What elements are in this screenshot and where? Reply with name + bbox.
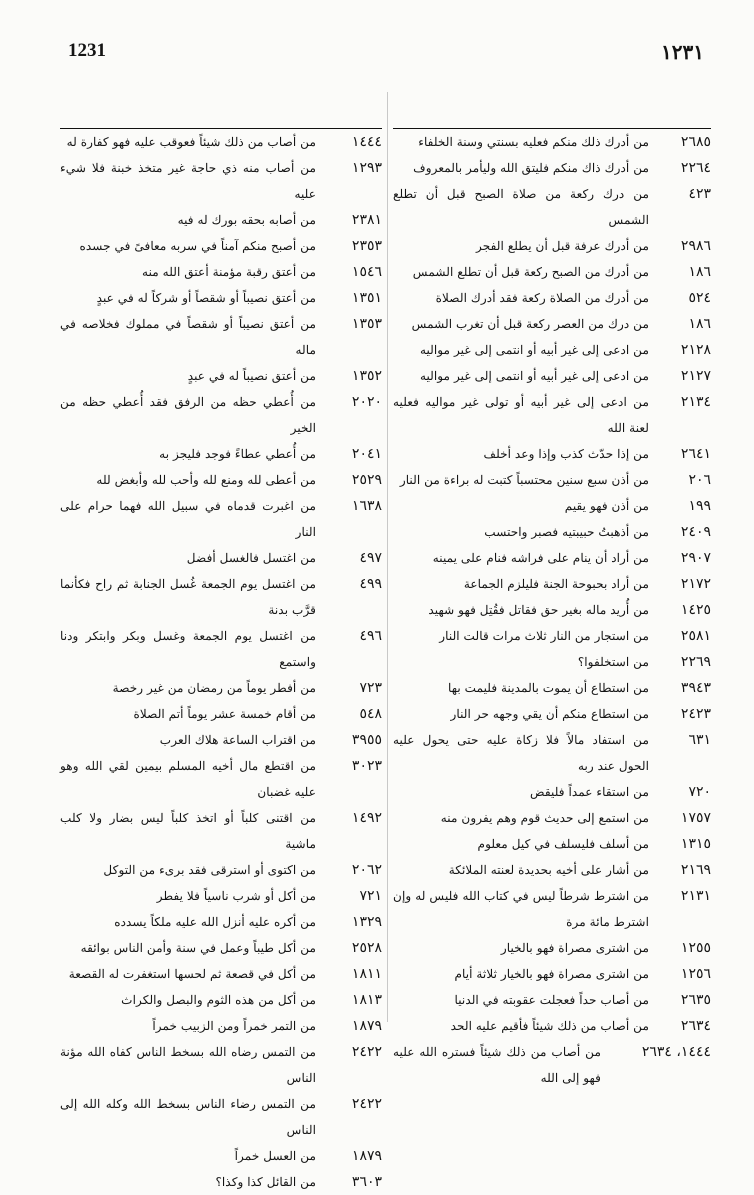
hadith-incipit: من درك من العصر ركعة قبل أن تغرب الشمس <box>411 317 649 331</box>
hadith-number: ١٢٩٣ <box>351 160 382 176</box>
hadith-number: ٢٥٨١ <box>680 628 711 644</box>
hadith-number: ٧٢٣ <box>359 680 382 696</box>
hadith-incipit: من أقام خمسة عشر يوماً أتم الصلاة <box>133 707 316 721</box>
hadith-incipit: من العسل خمراً <box>234 1149 316 1163</box>
hadith-number: ٣٦٠٣ <box>351 1174 382 1190</box>
hadith-number: ٢١٣١ <box>680 888 711 904</box>
index-entry <box>393 389 711 441</box>
index-entry <box>393 831 711 857</box>
hadith-number: ٤٩٦ <box>359 628 382 644</box>
hadith-number: ٢٤٠٩ <box>680 524 711 540</box>
hadith-incipit: من اغبرت قدماه في سبيل الله فهما حرام على النار <box>60 499 316 539</box>
hadith-incipit: من أصاب من ذلك شيئاً فستره الله عليه فهو إلى الله <box>393 1045 601 1085</box>
hadith-incipit: من أفطر يوماً من رمضان من غير رخصة <box>112 681 316 695</box>
hadith-number: ٢١٦٩ <box>680 862 711 878</box>
hadith-incipit: من أعتق نصيباً أو شقصاً في مملوك فخلاصه في ماله <box>60 317 316 357</box>
hadith-number: ١٨١٣ <box>351 992 382 1008</box>
hadith-incipit: من أصاب منه ذي حاجة غير متخذ خبنة فلا شيء عليه <box>60 161 316 201</box>
hadith-incipit: من استطاع أن يموت بالمدينة فليمت بها <box>448 681 649 695</box>
hadith-incipit: من أراد أن ينام على فراشه فنام على يمينه <box>432 551 649 565</box>
hadith-incipit: من أسلف فليسلف في كيل معلوم <box>477 837 649 851</box>
hadith-incipit: من أُعطي عطاءً فوجد فليجز به <box>159 447 316 461</box>
hadith-number: ١٣٢٩ <box>351 914 382 930</box>
hadith-number: ٤٩٧ <box>359 550 382 566</box>
page-number-latin: 1231 <box>68 40 106 61</box>
hadith-incipit: من أصاب من ذلك شيئاً فأقيم عليه الحد <box>450 1019 649 1033</box>
hadith-number: ١٢٥٦ <box>680 966 711 982</box>
index-entry <box>60 623 382 675</box>
hadith-incipit: من أشار على أخيه بحديدة لعنته الملائكة <box>448 863 649 877</box>
hadith-incipit: من القائل كذا وكذا؟ <box>215 1175 316 1189</box>
index-entry <box>60 1169 382 1195</box>
hadith-number: ٢٦٣٥ <box>680 992 711 1008</box>
index-entry <box>393 467 711 493</box>
index-entry <box>393 155 711 181</box>
hadith-number: ٢٤٢٣ <box>680 706 711 722</box>
index-entry <box>393 493 711 519</box>
hadith-number: ٢١٢٨ <box>680 342 711 358</box>
hadith-incipit: من أعتق نصيباً أو شقصاً أو شركاً له في عبدٍ <box>96 291 316 305</box>
hadith-number: ٥٢٤ <box>688 290 711 306</box>
index-entry <box>393 571 711 597</box>
index-entry <box>60 675 382 701</box>
hadith-number: ٢٦٨٥ <box>680 134 711 150</box>
index-entry <box>60 701 382 727</box>
hadith-number: ١٣١٥ <box>680 836 711 852</box>
hadith-number: ٢٠٤١ <box>351 446 382 462</box>
hadith-number: ١٣٥٣ <box>351 316 382 332</box>
index-entry <box>60 857 382 883</box>
hadith-incipit: من أصاب من ذلك شيئاً فعوقب عليه فهو كفارة له <box>66 135 316 149</box>
hadith-number: ١٨٦ <box>688 316 711 332</box>
index-entry <box>60 233 382 259</box>
hadith-number: ٣٩٤٣ <box>680 680 711 696</box>
hadith-number: ١٤٢٥ <box>680 602 711 618</box>
hadith-incipit: من استقاء عمداً فليقض <box>529 785 649 799</box>
hadith-number: ١٤٤٤ <box>351 134 382 150</box>
index-entry <box>393 259 711 285</box>
hadith-incipit: من أصبح منكم آمناً في سربه معافىً في جسده <box>79 239 316 253</box>
index-entry <box>60 935 382 961</box>
hadith-incipit: من التمس رضاه الله بسخط الناس كفاه الله مؤنة الناس <box>60 1045 316 1085</box>
index-entry <box>60 987 382 1013</box>
index-entry <box>60 909 382 935</box>
index-entry <box>60 1143 382 1169</box>
hadith-incipit: من اشترط شرطاً ليس في كتاب الله فليس له وإن اشترط مائة مرة <box>393 889 649 929</box>
index-entry <box>393 1039 711 1091</box>
hadith-incipit: من أذهبتُ حبيبتيه فصبر واحتسب <box>484 525 649 539</box>
index-entry <box>393 935 711 961</box>
index-entry <box>393 727 711 779</box>
hadith-number: ٢١٣٤ <box>680 394 711 410</box>
index-entry <box>393 961 711 987</box>
hadith-number: ٤٩٩ <box>359 576 382 592</box>
index-entry <box>393 363 711 389</box>
hadith-incipit: من استفاد مالاً فلا زكاة عليه حتى يحول عليه الحول عند ربه <box>393 733 649 773</box>
index-entry <box>60 129 382 155</box>
hadith-incipit: من التمر خمراً ومن الزبيب خمراً <box>152 1019 316 1033</box>
index-entry <box>393 519 711 545</box>
index-entry <box>393 701 711 727</box>
hadith-incipit: من استمع إلى حديث قوم وهم يفرون منه <box>440 811 649 825</box>
index-entry <box>393 883 711 935</box>
hadith-incipit: من أكل طيباً وعمل في سنة وأمن الناس بوائقه <box>80 941 316 955</box>
hadith-number: ١٩٩ <box>688 498 711 514</box>
hadith-number: ١٨٧٩ <box>351 1018 382 1034</box>
hadith-number: ١٣٥٢ <box>351 368 382 384</box>
index-entry <box>393 649 711 675</box>
hadith-number: ٢٣٨١ <box>351 212 382 228</box>
hadith-number: ٥٤٨ <box>359 706 382 722</box>
index-entry <box>60 571 382 623</box>
hadith-incipit: من اقتراب الساعة هلاك العرب <box>159 733 316 747</box>
hadith-number: ١٨١١ <box>351 966 382 982</box>
index-entry <box>393 129 711 155</box>
index-entry <box>393 311 711 337</box>
hadith-number: ٢٦٣٤ <box>680 1018 711 1034</box>
hadith-number: ٢٠٦٢ <box>351 862 382 878</box>
hadith-number: ٢١٧٢ <box>680 576 711 592</box>
hadith-number: ١٤٩٢ <box>351 810 382 826</box>
index-column-right <box>393 128 711 1091</box>
hadith-incipit: من أذن فهو يقيم <box>564 499 649 513</box>
index-entry <box>393 857 711 883</box>
hadith-incipit: من أدرك من الصلاة ركعة فقد أدرك الصلاة <box>435 291 649 305</box>
index-entry <box>393 285 711 311</box>
hadith-number: ١٣٥١ <box>351 290 382 306</box>
index-entry <box>60 1091 382 1143</box>
hadith-number: ١٦٣٨ <box>351 498 382 514</box>
hadith-incipit: من أراد بحبوحة الجنة فليلزم الجماعة <box>463 577 649 591</box>
hadith-number: ٧٢١ <box>359 888 382 904</box>
hadith-incipit: من اغتسل يوم الجمعة وغسل وبكر وابتكر ودنا واستمع <box>60 629 316 669</box>
index-entry <box>393 675 711 701</box>
hadith-incipit: من ادعى إلى غير أبيه أو انتمى إلى غير مواليه <box>419 369 649 383</box>
hadith-incipit: من اغتسل فالغسل أفضل <box>186 551 316 565</box>
index-entry <box>393 545 711 571</box>
hadith-incipit: من أعتق نصيباً له في عبدٍ <box>187 369 316 383</box>
hadith-number: ٢٣٥٣ <box>351 238 382 254</box>
index-entry <box>60 493 382 545</box>
hadith-incipit: من أصاب حداً فعجلت عقوبته في الدنيا <box>454 993 649 1007</box>
index-entry <box>393 233 711 259</box>
index-entry <box>393 597 711 623</box>
hadith-incipit: من أكل من هذه الثوم والبصل والكراث <box>121 993 316 1007</box>
index-entry <box>393 181 711 233</box>
index-entry <box>60 155 382 207</box>
hadith-incipit: من أدرك ذلك منكم فعليه بسنتي وسنة الخلفاء <box>418 135 649 149</box>
hadith-number: ١٨٦ <box>688 264 711 280</box>
hadith-number: ٢٥٢٩ <box>351 472 382 488</box>
hadith-incipit: من درك ركعة من صلاة الصبح قبل أن تطلع الشمس <box>393 187 649 227</box>
hadith-incipit: من ادعى إلى غير أبيه أو تولى غير مواليه فعليه لعنة الله <box>393 395 649 435</box>
hadith-number: ١٧٥٧ <box>680 810 711 826</box>
index-entry <box>60 545 382 571</box>
index-entry <box>60 363 382 389</box>
hadith-number: ١٤٤٤، ٢٦٣٤ <box>641 1044 711 1060</box>
hadith-incipit: من اشترى مصراة فهو بالخيار ثلاثة أيام <box>454 967 649 981</box>
index-entry <box>60 259 382 285</box>
column-divider <box>387 92 388 1022</box>
hadith-incipit: من أُريد ماله بغير حق فقاتل فقُتِل فهو شهيد <box>428 603 649 617</box>
hadith-number: ١٢٥٥ <box>680 940 711 956</box>
hadith-number: ٢٢٦٤ <box>680 160 711 176</box>
index-entry <box>60 961 382 987</box>
index-entry <box>393 779 711 805</box>
hadith-number: ٢٠٢٠ <box>351 394 382 410</box>
hadith-incipit: من أدرك عرفة قبل أن يطلع الفجر <box>476 239 649 253</box>
index-entry <box>60 441 382 467</box>
index-entry <box>60 883 382 909</box>
hadith-number: ٢٥٢٨ <box>351 940 382 956</box>
index-entry <box>60 727 382 753</box>
hadith-number: ٧٢٠ <box>688 784 711 800</box>
index-entry <box>393 337 711 363</box>
hadith-incipit: من أعطى لله ومنع لله وأحب لله وأبغض لله <box>96 473 316 487</box>
hadith-incipit: من اقتطع مال أخيه المسلم بيمين لقي الله وهو عليه غضبان <box>60 759 316 799</box>
hadith-number: ٢٠٦ <box>688 472 711 488</box>
hadith-incipit: من أذن سبع سنين محتسباً كتبت له براءة من النار <box>399 473 649 487</box>
hadith-incipit: من اقتنى كلباً أو اتخذ كلباً ليس بضار ولا كلب ماشية <box>60 811 316 851</box>
hadith-number: ٤٢٣ <box>688 186 711 202</box>
hadith-number: ٢٢٦٩ <box>680 654 711 670</box>
hadith-number: ١٥٤٦ <box>351 264 382 280</box>
hadith-number: ٢٤٢٢ <box>351 1096 382 1112</box>
index-entry <box>393 1013 711 1039</box>
hadith-number: ٦٣١ <box>688 732 711 748</box>
page-number-arabic: ١٢٣١ <box>661 40 704 64</box>
index-entry <box>60 285 382 311</box>
hadith-incipit: من أكل في قصعة ثم لحسها استغفرت له القصعة <box>68 967 316 981</box>
hadith-incipit: من التمس رضاء الناس بسخط الله وكله الله إلى الناس <box>60 1097 316 1137</box>
hadith-number: ٣٠٢٣ <box>351 758 382 774</box>
hadith-incipit: من اغتسل يوم الجمعة غُسل الجنابة ثم راح فكأنما قرَّب بدنة <box>60 577 316 617</box>
hadith-number: ١٨٧٩ <box>351 1148 382 1164</box>
hadith-number: ٣٩٥٥ <box>351 732 382 748</box>
hadith-number: ٢٦٤١ <box>680 446 711 462</box>
hadith-incipit: من استجار من النار ثلاث مرات قالت النار <box>439 629 649 643</box>
hadith-incipit: من أدرك من الصبح ركعة قبل أن تطلع الشمس <box>412 265 649 279</box>
index-entry <box>60 389 382 441</box>
index-entry <box>60 805 382 857</box>
index-entry <box>60 467 382 493</box>
index-entry <box>393 987 711 1013</box>
hadith-incipit: من أعتق رقبة مؤمنة أعتق الله منه <box>142 265 316 279</box>
hadith-incipit: من أكره عليه أنزل الله عليه ملكاً يسدده <box>114 915 316 929</box>
hadith-incipit: من أُعطي حظه من الرفق فقد أُعطي حظه من الخير <box>60 395 316 435</box>
hadith-incipit: من اكتوى أو استرقى فقد برىء من التوكل <box>103 863 316 877</box>
hadith-incipit: من اشترى مصراة فهو بالخيار <box>500 941 649 955</box>
index-entry <box>60 311 382 363</box>
hadith-incipit: من أكل أو شرب ناسياً فلا يفطر <box>156 889 316 903</box>
hadith-incipit: من أدرك ذاك منكم فليتق الله وليأمر بالمعروف <box>413 161 649 175</box>
index-entry <box>60 207 382 233</box>
hadith-number: ٢٩٨٦ <box>680 238 711 254</box>
index-entry <box>60 1013 382 1039</box>
index-entry <box>393 441 711 467</box>
hadith-number: ٢٩٠٧ <box>680 550 711 566</box>
hadith-number: ٢٤٢٢ <box>351 1044 382 1060</box>
hadith-incipit: من ادعى إلى غير أبيه أو انتمى إلى غير مواليه <box>419 343 649 357</box>
index-column-left <box>60 128 382 1195</box>
hadith-incipit: من استطاع منكم أن يقي وجهه حر النار <box>450 707 649 721</box>
hadith-incipit: من استخلفوا؟ <box>577 655 649 669</box>
hadith-number: ٢١٢٧ <box>680 368 711 384</box>
index-entry <box>393 623 711 649</box>
index-entry <box>60 1039 382 1091</box>
hadith-incipit: من إذا حدّث كذب وإذا وعد أخلف <box>483 447 649 461</box>
index-entry <box>393 805 711 831</box>
index-entry <box>60 753 382 805</box>
hadith-incipit: من أصابه بحقه بورك له فيه <box>177 213 316 227</box>
